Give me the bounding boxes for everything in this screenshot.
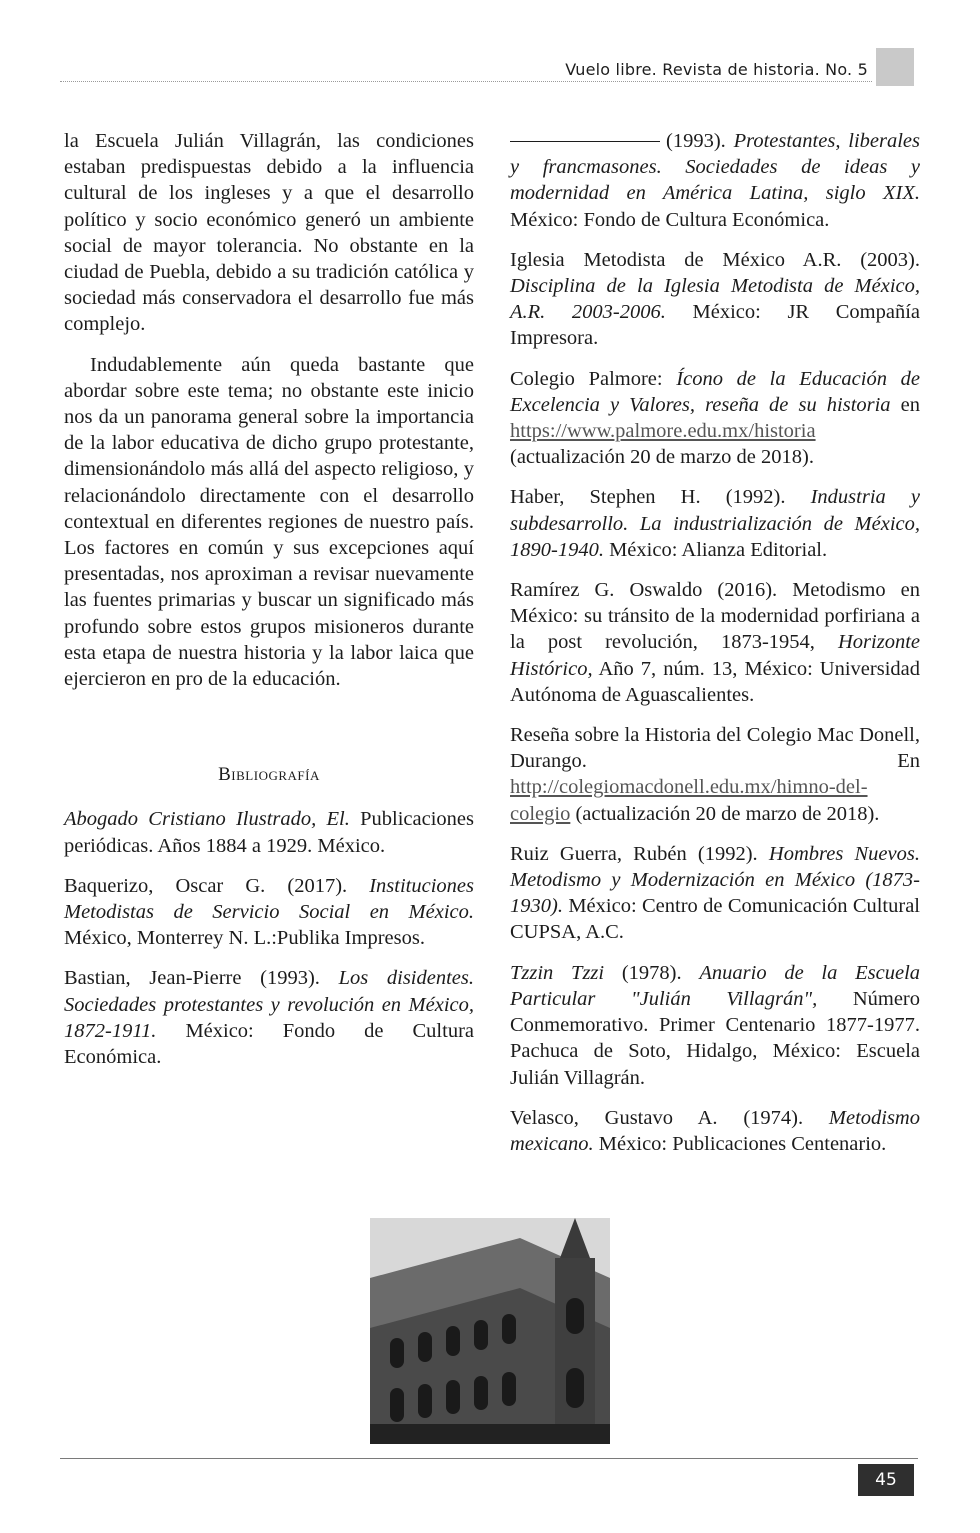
bibliography-entry xyxy=(64,965,474,1070)
ref-author: Colegio Palmore: xyxy=(510,367,677,390)
bibliography-entry xyxy=(64,806,474,858)
section-heading-bibliography: Bibliografía xyxy=(218,764,320,786)
building-photo-illustration xyxy=(370,1218,610,1444)
ref-author: Haber, Stephen H. (1992). xyxy=(510,486,811,509)
ref-details: (actualización 20 de marzo de 2018). xyxy=(570,802,880,825)
bibliography-entry xyxy=(64,873,474,952)
header-decoration-box xyxy=(876,48,914,86)
bibliography-entry xyxy=(510,247,920,352)
ref-details: México: Publicaciones Centenario. xyxy=(593,1132,887,1155)
right-column xyxy=(510,128,920,1171)
body-paragraph: la Escuela Julián Villagrán, las condiciones estaban predispuestas debido a la influencia cultural de los ingleses y a que el desarrollo político y socio económico generó un ambiente social de mayor tolerancia. No obstante en la ciudad de Puebla, debido a su tradición católica y sociedad más conservadora el desarrollo fue más complejo. xyxy=(64,130,474,336)
ref-title: Instituciones Metodistas de Servicio Social en México. xyxy=(64,874,474,924)
ref-author: Baquerizo, Oscar G. (2017). xyxy=(64,874,370,897)
ref-year: (1978). xyxy=(604,961,700,984)
ref-title: Metodismo mexicano. xyxy=(510,1106,920,1155)
bibliography-entry xyxy=(510,1105,920,1157)
ref-title: Horizonte Histórico, xyxy=(510,631,920,680)
ref-author: Velasco, Gustavo A. (1974). xyxy=(510,1106,829,1129)
building-photo xyxy=(370,1218,610,1444)
ref-details: Año 7, núm. 13, México: Universidad Autónoma de Aguascalientes. xyxy=(510,657,920,706)
bibliography-entry xyxy=(510,841,920,946)
repeated-author-line xyxy=(510,141,660,142)
ref-details: México: Fondo de Cultura Económica. xyxy=(510,208,830,231)
ref-author: Reseña sobre la Historia del Colegio Mac Donell, Durango. En xyxy=(510,724,920,773)
ref-author: Ruiz Guerra, Rubén (1992). xyxy=(510,842,769,865)
ref-details: México, Monterrey N. L.:Publika Impresos. xyxy=(64,927,425,950)
ref-author: Ramírez G. Oswaldo (2016). Metodismo en México: su tránsito de la modernidad porfiriana a la post revolución, 1873-1954, xyxy=(510,579,920,654)
ref-details: México: Centro de Comunicación Cultural CUPSA, A.C. xyxy=(510,895,920,944)
header-rule xyxy=(60,81,872,82)
footer-rule xyxy=(60,1458,918,1459)
ref-title: Anuario de la Escuela Particular "Julián Villagrán", xyxy=(510,961,921,1010)
ref-details: México: Alianza Editorial. xyxy=(603,538,828,561)
ref-link[interactable]: http://colegiomacdonell.edu.mx/himno-del-colegio xyxy=(510,776,868,825)
ref-connector: en xyxy=(890,393,920,416)
ref-author: Tzzin Tzzi xyxy=(510,961,605,984)
bibliography-entry xyxy=(510,722,920,827)
ref-details: México: Fondo de Cultura Económica. xyxy=(64,1019,474,1069)
ref-link[interactable]: https://www.palmore.edu.mx/historia xyxy=(510,420,816,443)
bibliography-entry xyxy=(510,960,920,1091)
running-header: Vuelo libre. Revista de historia. No. 5 xyxy=(565,60,868,79)
ref-author: Iglesia Metodista de México A.R. (2003). xyxy=(510,248,920,271)
ref-title: Industria y subdesarrollo. La industrialización de México, 1890-1940. xyxy=(510,486,920,561)
bibliography-entry xyxy=(510,577,920,708)
ref-title: Disciplina de la Iglesia Metodista de México, A.R. 2003-2006. xyxy=(510,275,920,324)
ref-details: Número Conmemorativo. Primer Centenario 1877-1977. Pachuca de Soto, Hidalgo, México: Escuela Julián Villagrán. xyxy=(510,987,920,1089)
ref-title: Protestantes, liberales y francmasones. Sociedades de ideas y modernidad en América Latina, siglo XIX. xyxy=(510,130,920,205)
body-paragraph: Indudablemente aún queda bastante que abordar sobre este tema; no obstante este inicio nos da un panorama general sobre la importancia de la labor educativa de dicho grupo protestante, dimensionándolo más allá del aspecto religioso, y relacionándolo directamente con el desarrollo contextual en diferentes regiones de nuestro país. Los factores en común y sus excepciones aquí presentadas, nos aproximan a revisar nuevamente las fuentes primarias y buscar un significado más profundo sobre estos grupos misioneros durante esta etapa de nuestra historia y la labor laica que ejercieron en pro de la educación. xyxy=(64,353,474,691)
page-number: 45 xyxy=(858,1464,914,1496)
ref-title: Ícono de la Educación de Excelencia y Valores, reseña de su historia xyxy=(510,367,920,416)
left-column xyxy=(64,128,474,1084)
ref-details: México: JR Compañía Impresora. xyxy=(510,301,920,350)
ref-title: Los disidentes. Sociedades protestantes y revolución en México, 1872-1911. xyxy=(64,967,475,1042)
ref-author: Bastian, Jean-Pierre (1993). xyxy=(64,967,339,990)
ref-title: Abogado Cristiano Ilustrado, El. xyxy=(64,808,350,831)
bibliography-entry xyxy=(510,128,920,233)
ref-details: Publicaciones periódicas. Años 1884 a 1929. México. xyxy=(64,808,474,857)
bibliography-entry xyxy=(510,366,920,471)
ref-author: (1993). xyxy=(666,130,734,152)
ref-details: (actualización 20 de marzo de 2018). xyxy=(510,446,814,469)
bibliography-entry xyxy=(510,484,920,563)
ref-title: Hombres Nuevos. Metodismo y Modernización en México (1873-1930). xyxy=(510,842,920,918)
